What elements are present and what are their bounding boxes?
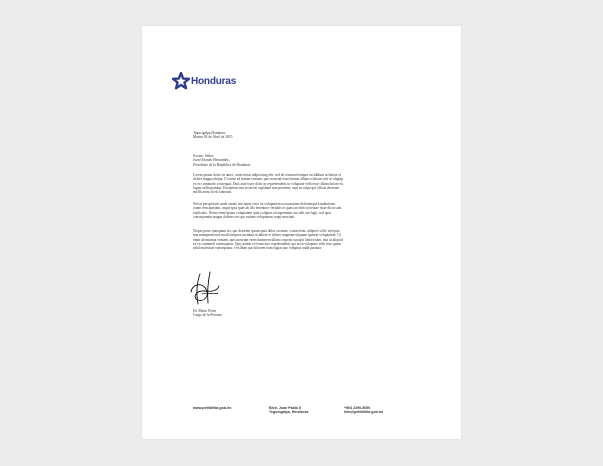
footer-phone: +504 2290-5050 xyxy=(344,406,371,410)
footer-website: www.petitdrilla.gob.hn xyxy=(193,406,232,410)
star-icon xyxy=(172,72,190,90)
body-paragraph: Sed ut perspiciatis unde omnis iste natus error sit voluptatem accusantium doloremque laudantium, totam rem aperiam, eaque ipsa quae ab illo inventore veritatis et quasi architecto beatae vitae dicta sunt explicabo. Nemo enim ipsam voluptatem quia voluptas sit aspernatur aut odit aut fugit, sed quia consequuntur magni dolores eos qui ratione voluptatem sequi nesciunt. xyxy=(193,202,342,219)
body-paragraph: Neque porro quisquam est, qui dolorem ipsum quia dolor sit amet, consectetur, adipisci velit, sed quia non numquam eius modi tempora incidunt ut labore et dolore magnam aliquam quaerat voluptatem. Ut enim ad minima veniam, quis nostrum exercitationem ullam corporis suscipit laboriosam, nisi ut aliquid ex ea commodi consequatur. Quis autem vel eum iure reprehenderit qui in ea voluptate velit esse quam nihil molestiae consequatur, vel illum qui dolorem eum fugiat quo voluptas nulla pariatur. xyxy=(193,229,343,251)
recipient-name: Juan Orlando Hernández, xyxy=(193,158,230,163)
footer-contact xyxy=(344,406,383,415)
logo xyxy=(172,72,236,90)
signer-name: Dr. Mario Perez xyxy=(193,309,217,313)
letter-place: Tegucigalpa,Honduras xyxy=(193,131,226,135)
footer-email: info@petitdrilla.gob.hn xyxy=(344,410,384,415)
recipient-block xyxy=(193,154,333,167)
signer-block xyxy=(193,309,273,318)
signature-image xyxy=(188,270,222,313)
letter-page xyxy=(142,26,461,439)
recipient-title: Presidente de la República de Honduras xyxy=(193,162,251,167)
date-block xyxy=(193,131,313,140)
recipient-salutation: Excma. Señor: xyxy=(193,154,215,158)
body-paragraph: Lorem ipsum dolor sit amet, consectetur adipisicing elit, sed do eiusmod tempor incididunt ut labore et dolore magna aliqua. Ut enim ad minim veniam, quis nostrud exercitation ullamco laboris nisi ut aliquip ex ea commodo consequat. Duis aute irure dolor in reprehenderit in voluptate velit esse cillum dolore eu fugiat nulla pariatur. Excepteur sint occaecat cupidatat non proident, sunt in culpa qui officia deserunt mollit anim id est laborum. xyxy=(193,173,344,195)
signer-title: Cargo de la Persona xyxy=(193,313,222,318)
logo-brand-text: Honduras xyxy=(191,75,237,87)
letter-date: Martes 03 de Abril de 2015 xyxy=(193,135,233,140)
footer-address: Blvd. Juan Pablo II Tegucigalpa, Honduras xyxy=(269,406,309,415)
